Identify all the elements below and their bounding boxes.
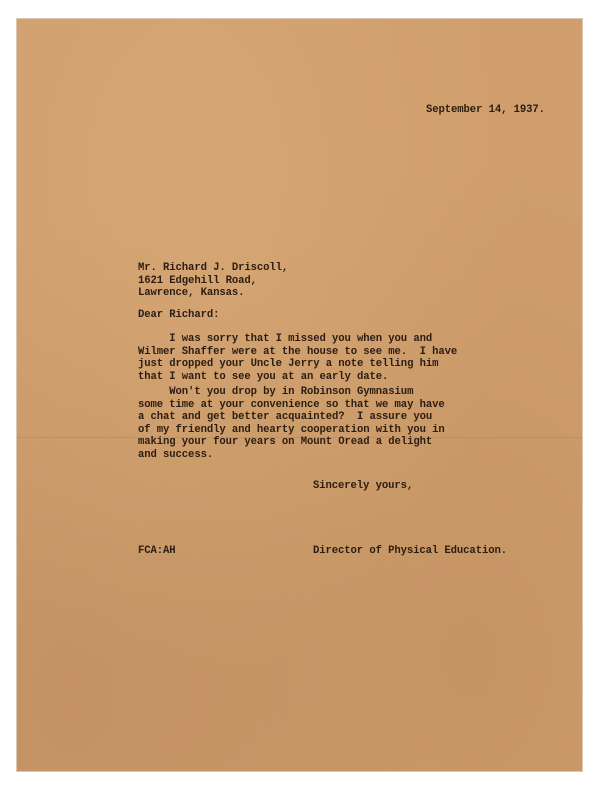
address-line: 1621 Edgehill Road, xyxy=(138,274,257,287)
paragraph-line: Won't you drop by in Robinson Gymnasium xyxy=(138,386,414,398)
body-paragraph-2 xyxy=(138,386,445,462)
salutation: Dear Richard: xyxy=(138,309,220,321)
paragraph-line: a chat and get better acquainted? I assure you xyxy=(138,411,433,424)
signer-title: Director of Physical Education. xyxy=(313,545,507,557)
letter-date: September 14, 1937. xyxy=(426,104,545,116)
paragraph-line: just dropped your Uncle Jerry a note telling him xyxy=(138,358,439,371)
recipient-address xyxy=(138,262,288,300)
typist-initials: FCA:AH xyxy=(138,545,176,557)
address-line: Mr. Richard J. Driscoll, xyxy=(138,262,289,274)
paragraph-line: and success. xyxy=(138,448,214,461)
letter-page xyxy=(17,19,582,771)
paragraph-line: some time at your convenience so that we may have xyxy=(138,398,445,411)
paragraph-line: I was sorry that I missed you when you and xyxy=(138,333,433,345)
paragraph-line: making your four years on Mount Oread a delight xyxy=(138,436,433,449)
closing: Sincerely yours, xyxy=(313,480,414,492)
body-paragraph-1 xyxy=(138,333,457,383)
paragraph-line: that I want to see you at an early date. xyxy=(138,370,389,383)
address-line: Lawrence, Kansas. xyxy=(138,287,245,300)
paragraph-line: of my friendly and hearty cooperation with you in xyxy=(138,423,445,436)
paragraph-line: Wilmer Shaffer were at the house to see me. I have xyxy=(138,345,458,358)
